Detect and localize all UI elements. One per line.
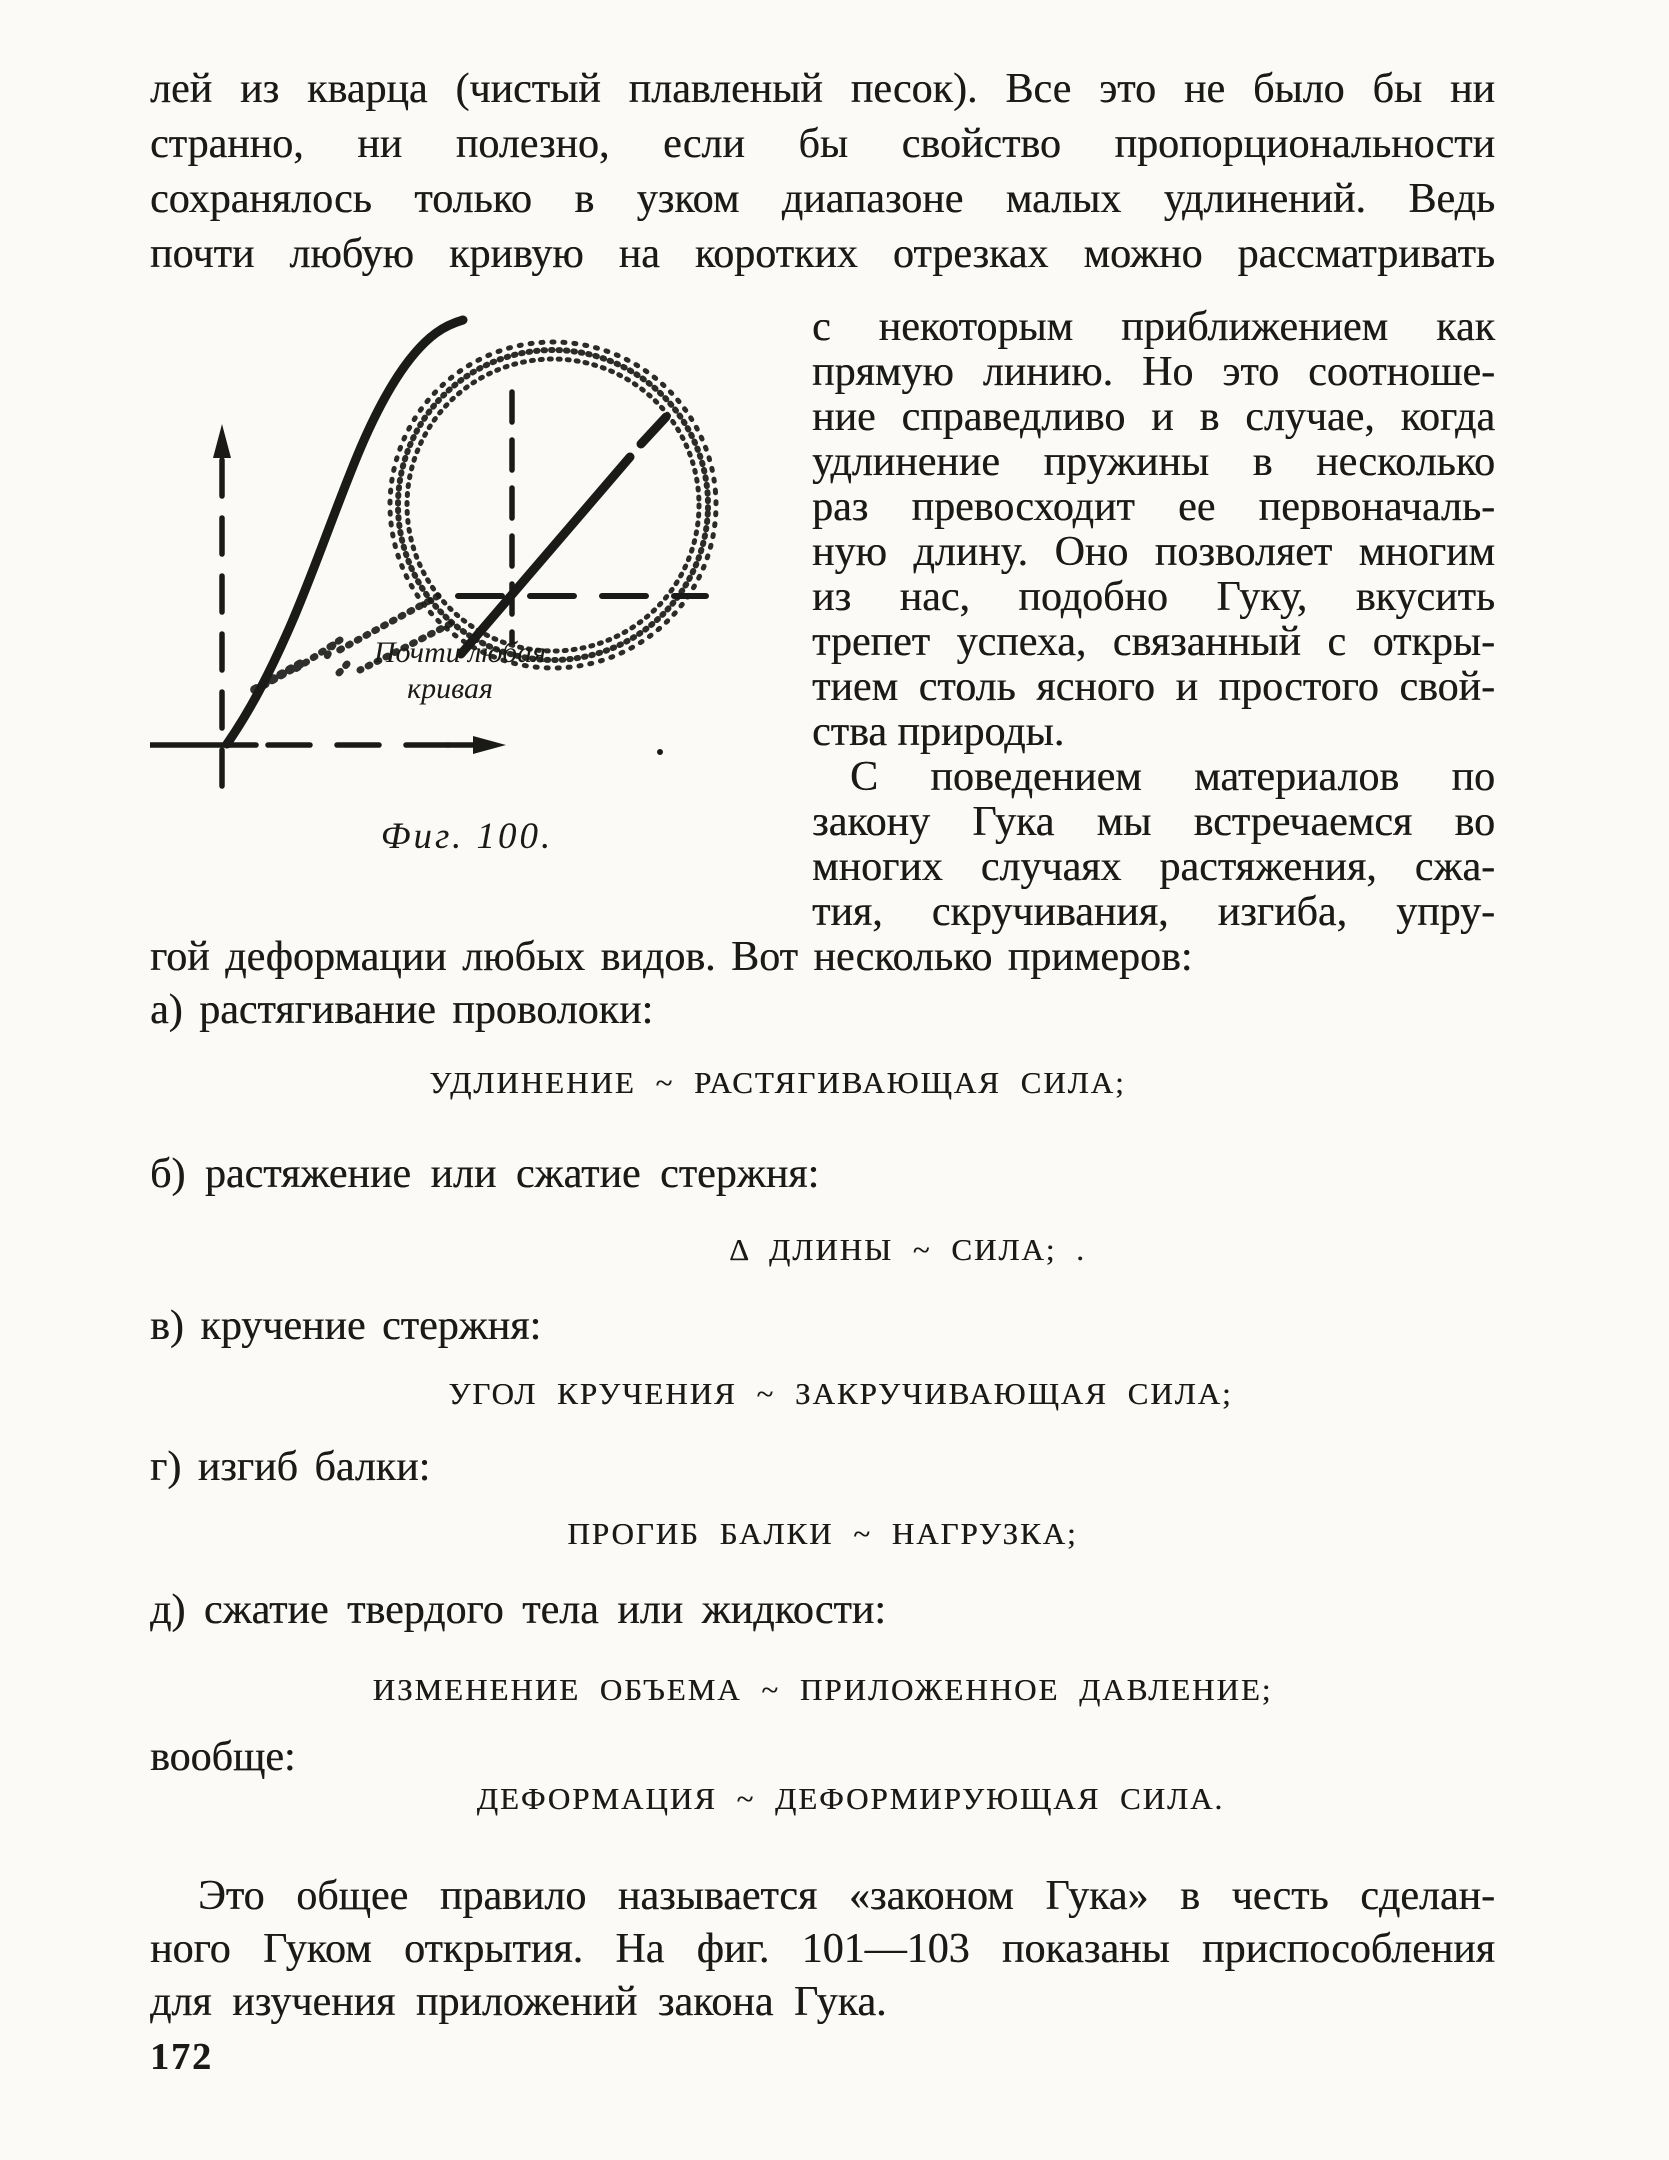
magnified-line [461, 457, 630, 654]
formula-line: ИЗМЕНЕНИЕ ОБЪЕМА ~ ПРИЛОЖЕННОЕ ДАВЛЕНИЕ; [372, 1672, 1273, 1707]
list-item-a: а) растягивание проволоки: [150, 987, 654, 1033]
figure-100 [150, 290, 820, 875]
body-text-line: с некоторым приближением как [812, 304, 1495, 350]
body-text-line: ства природы. [812, 709, 1065, 755]
body-text-line: странно, ни полезно, если бы свойство пропорциональности [150, 121, 1495, 167]
formula-line: УДЛИНЕНИЕ ~ РАСТЯГИВАЮЩАЯ СИЛА; [429, 1065, 1126, 1100]
list-item-v: в) кручение стержня: [150, 1303, 542, 1349]
body-text-line: многих случаях растяжения, сжа- [812, 844, 1495, 890]
body-text-line: ную длину. Оно позволяет многим [812, 529, 1495, 575]
formula-line: Δ ДЛИНЫ ~ СИЛА; . [729, 1232, 1086, 1267]
body-text-line: для изучения приложений закона Гука. [150, 1979, 887, 2025]
formula-line: ДЕФОРМАЦИЯ ~ ДЕФОРМИРУЮЩАЯ СИЛА. [476, 1781, 1225, 1816]
body-text-line: удлинение пружины в несколько [812, 439, 1495, 485]
figure-caption: Фиг. 100. [380, 816, 554, 857]
body-text-line: лей из кварца (чистый плавленый песок). Все это не было бы ни [150, 66, 1495, 112]
formula-line: УГОЛ КРУЧЕНИЯ ~ ЗАКРУЧИВАЮЩАЯ СИЛА; [448, 1376, 1233, 1411]
body-text-line: ние справедливо и в случае, когда [812, 394, 1495, 440]
ink-speck [657, 749, 663, 755]
figure-label-line2: кривая [407, 672, 493, 705]
list-item-b: б) растяжение или сжатие стержня: [150, 1151, 820, 1197]
body-text-line: закону Гука мы встречаемся во [812, 799, 1495, 845]
magnifier-circle [376, 328, 729, 681]
general-label: вообще: [150, 1734, 296, 1780]
x-axis-arrow [473, 736, 506, 754]
body-text-line: трепет успеха, связанный с откры- [812, 619, 1495, 665]
body-text-line: прямую линию. Но это соотноше- [812, 349, 1495, 395]
page-number: 172 [150, 2036, 213, 2078]
body-text-line: тием столь ясного и простого свой- [812, 664, 1495, 710]
list-item-d: д) сжатие твердого тела или жидкости: [150, 1587, 886, 1633]
list-item-g: г) изгиб балки: [150, 1444, 431, 1490]
body-text-line: С поведением материалов по [850, 754, 1495, 800]
figure-label-line1: Почти любая [373, 636, 547, 669]
body-text-line: из нас, подобно Гуку, вкусить [812, 574, 1495, 620]
body-text-line: ного Гуком открытия. На фиг. 101—103 показаны приспособления [150, 1926, 1495, 1972]
body-text-line: Это общее правило называется «законом Гука» в честь сделан- [198, 1873, 1495, 1919]
formula-line: ПРОГИБ БАЛКИ ~ НАГРУЗКА; [567, 1516, 1078, 1551]
body-text-line: раз превосходит ее первоначаль- [812, 484, 1495, 530]
body-text-line: тия, скручивания, изгиба, упру- [812, 889, 1495, 935]
magnified-line-dash [641, 417, 666, 444]
body-text-line: сохранялось только в узком диапазоне малых удлинений. Ведь [150, 176, 1495, 222]
body-text-line: почти любую кривую на коротких отрезках можно рассматривать [150, 231, 1495, 277]
y-axis-arrow [213, 424, 231, 458]
body-text-line: гой деформации любых видов. Вот несколько примеров: [150, 934, 1193, 980]
